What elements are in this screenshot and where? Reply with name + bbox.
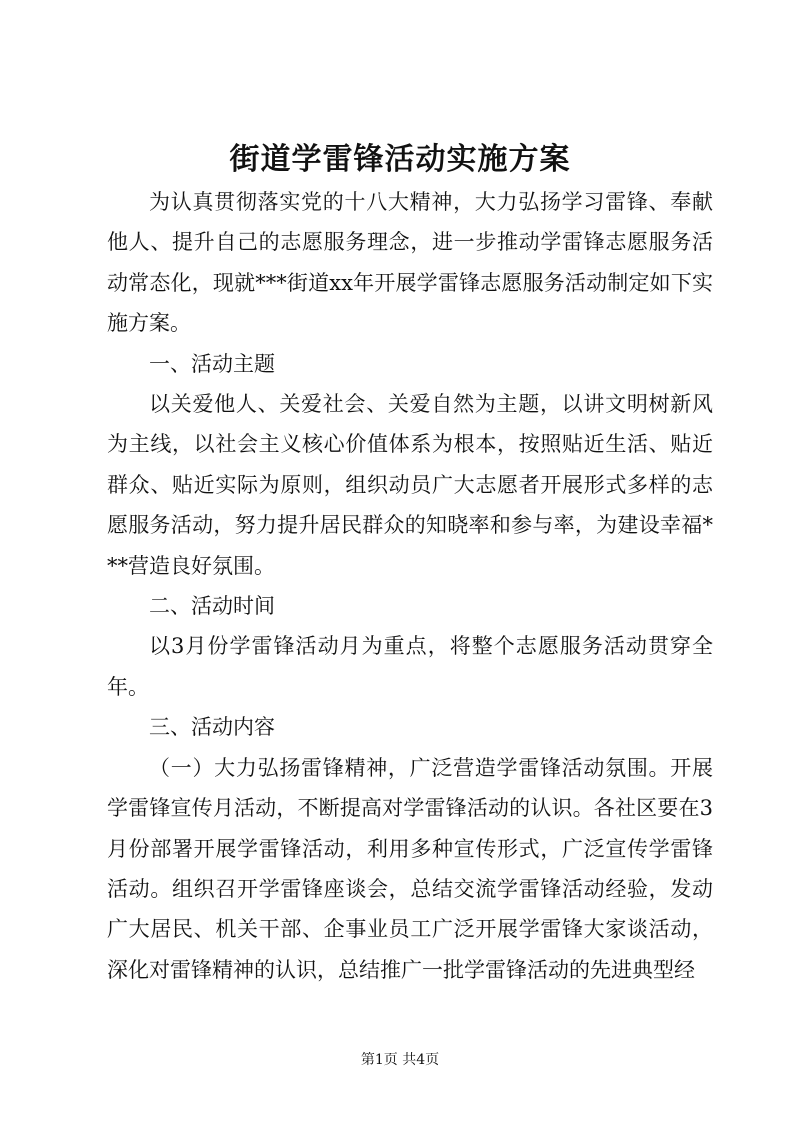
section-body-content: （一）大力弘扬雷锋精神，广泛营造学雷锋活动氛围。开展学雷锋宣传月活动，不断提高对学雷锋活动的认识。各社区要在3月份部署开展学雷锋活动，利用多种宣传形式，广泛宣传学雷锋活动。组织召开学雷锋座谈会，总结交流学雷锋活动经验，发动广大居民、机关干部、企事业员工广泛开展学雷锋大家谈活动，深化对雷锋精神的认识，总结推广一批学雷锋活动的先进典型经	[107, 755, 713, 982]
intro-paragraph: 为认真贯彻落实党的十八大精神，大力弘扬学习雷锋、奉献他人、提升自己的志愿服务理念，进一步推动学雷锋志愿服务活动常态化，现就***街道xx年开展学雷锋志愿服务活动制定如下实施方案。	[107, 190, 713, 336]
page-footer: 第1页 共4页	[360, 1052, 440, 1068]
document-title: 街道学雷锋活动实施方案	[229, 142, 571, 177]
document-body	[107, 182, 713, 990]
section-heading-time: 二、活动时间	[149, 594, 275, 619]
section-body-time: 以3月份学雷锋活动月为重点，将整个志愿服务活动贯穿全年。	[107, 634, 713, 699]
section-heading-content: 三、活动内容	[149, 715, 275, 740]
section-body-theme: 以关爱他人、关爱社会、关爱自然为主题，以讲文明树新风为主线，以社会主义核心价值体系为根本，按照贴近生活、贴近群众、贴近实际为原则，组织动员广大志愿者开展形式多样的志愿服务活动，努力提升居民群众的知晓率和参与率，为建设幸福***营造良好氛围。	[107, 392, 713, 578]
section-heading-theme: 一、活动主题	[149, 351, 275, 376]
